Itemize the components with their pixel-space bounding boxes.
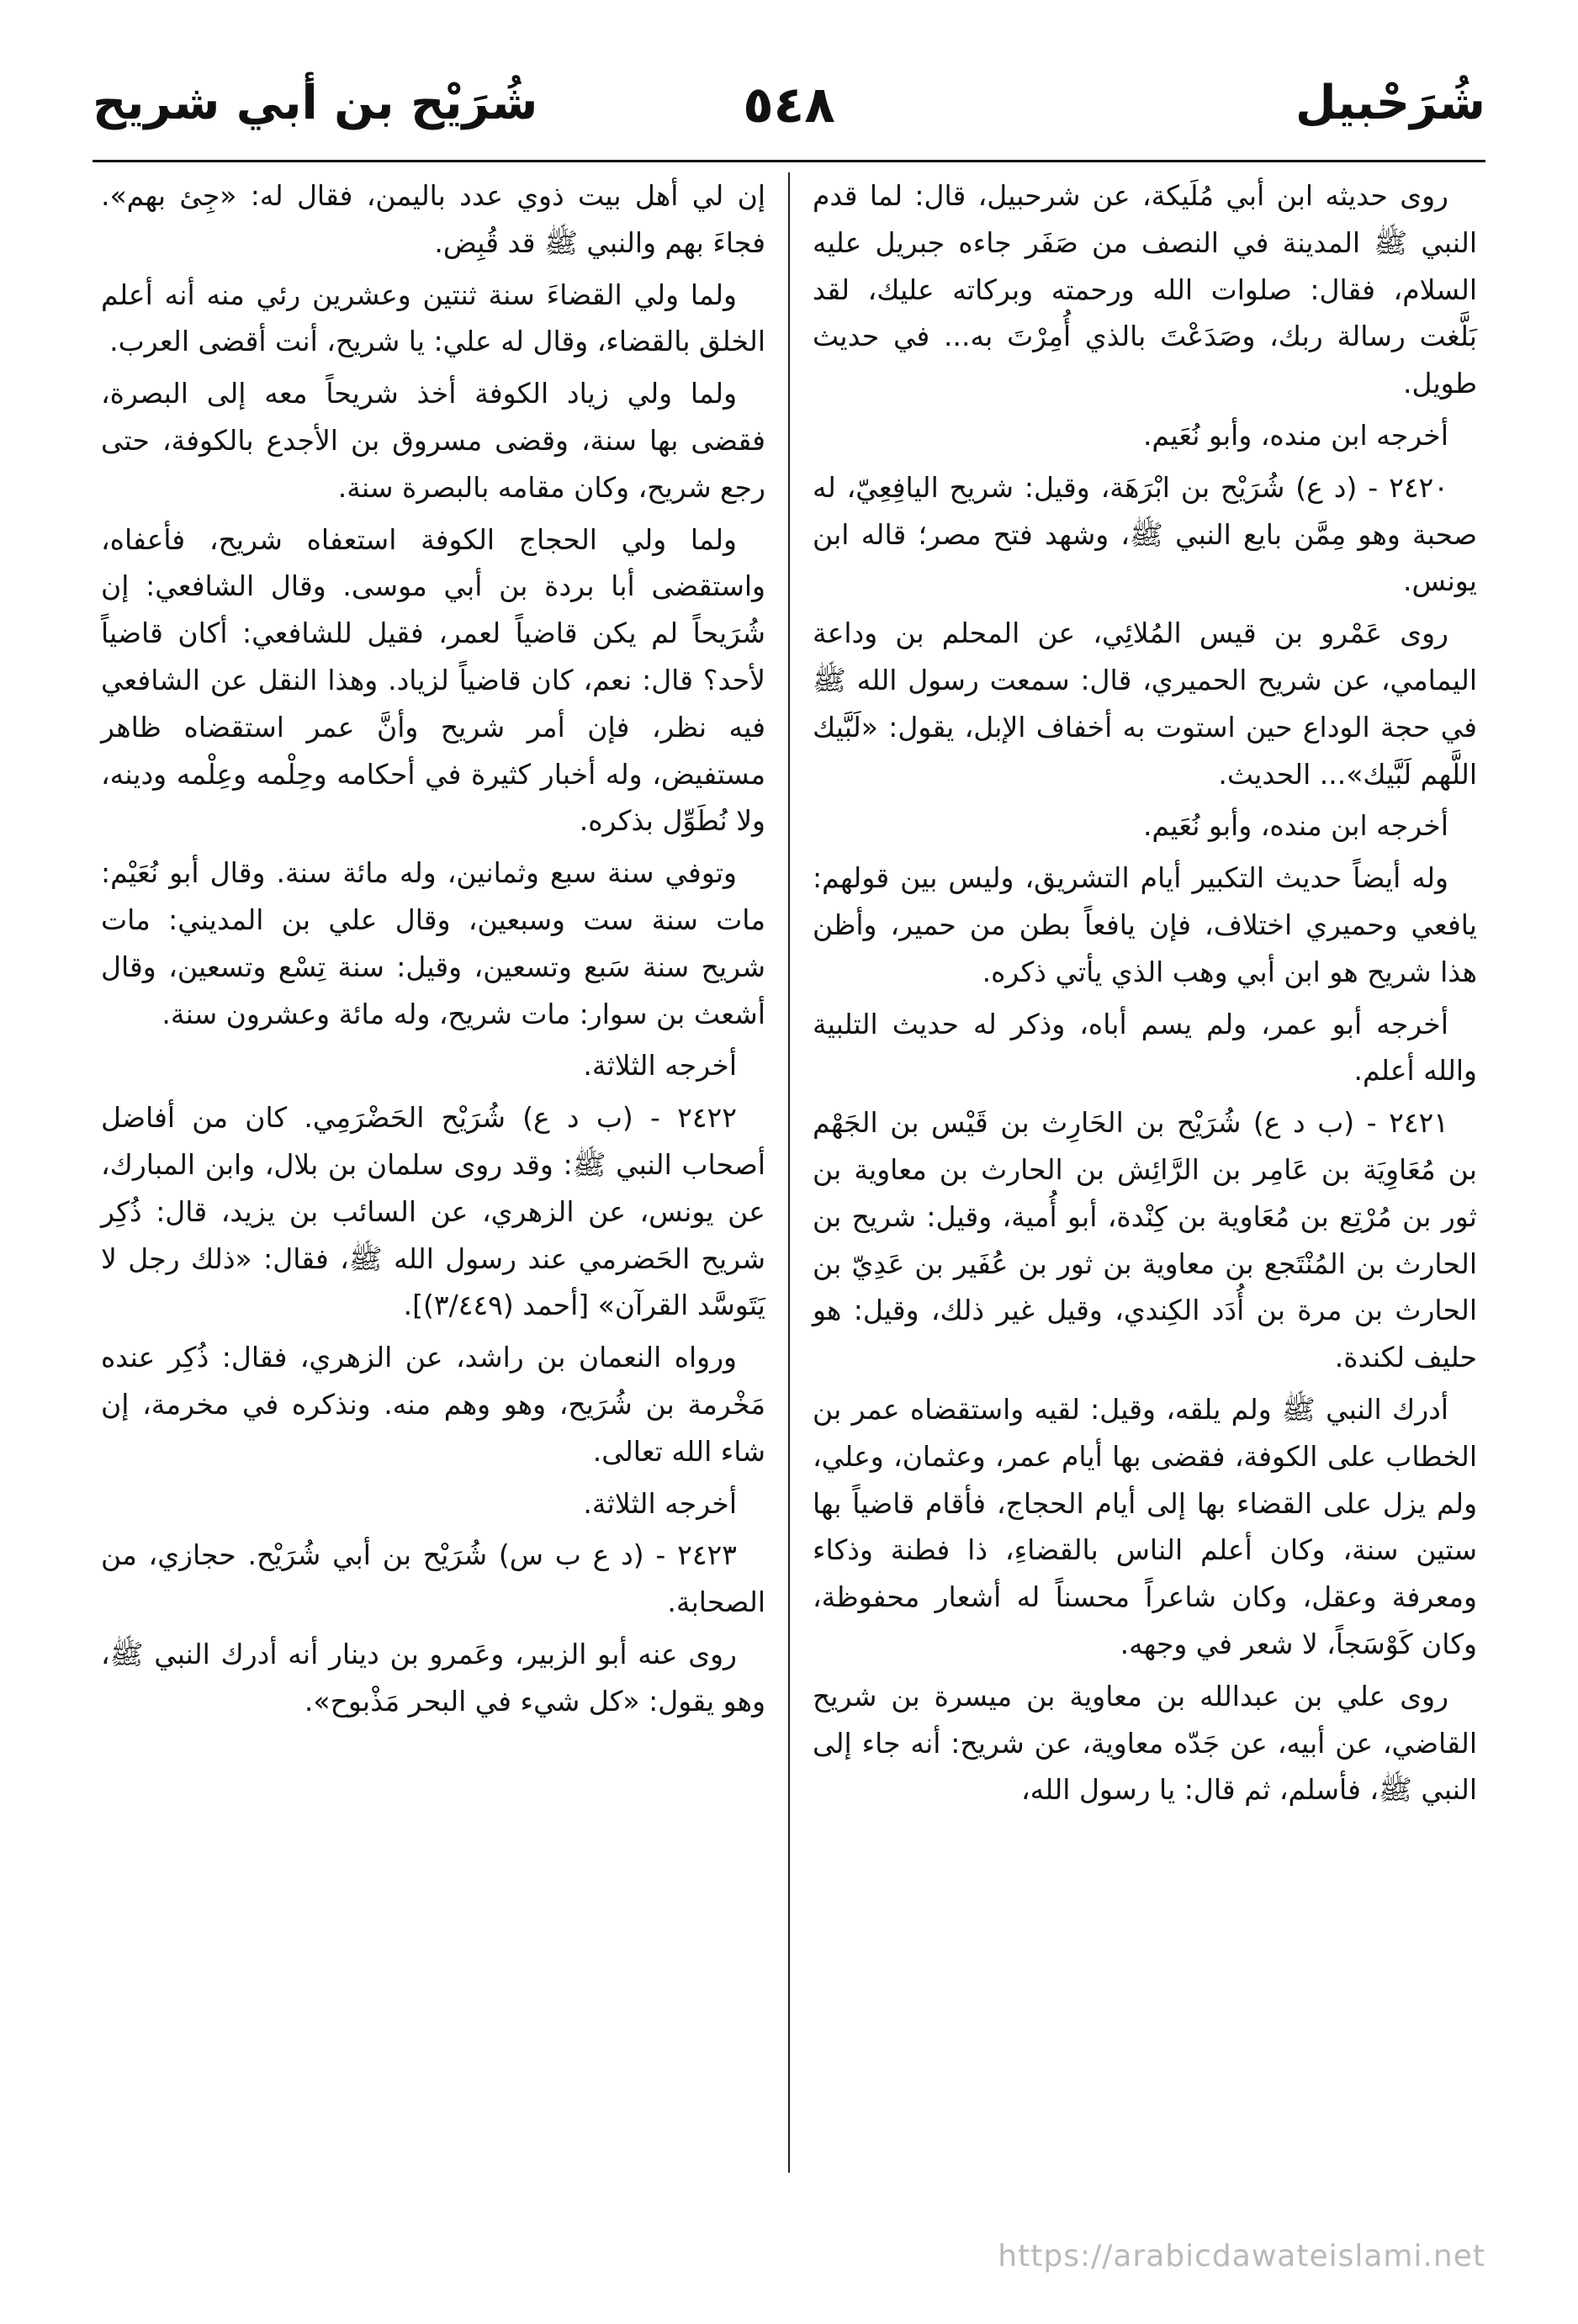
paragraph: ورواه النعمان بن راشد، عن الزهري، فقال: ذُكِر عنده مَخْرمة بن شُرَيح، وهو وهم منه. ونذكره في مخرمة، إن شاء الله تعالى. [101, 1341, 765, 1468]
paragraph: إن لي أهل بيت ذوي عدد باليمن، فقال له: «جِئ بهم». فجاءَ بهم والنبي ﷺ قد قُبِض. [101, 179, 765, 259]
page-number: ٥٤٨ [743, 76, 835, 135]
paragraph: أخرجه ابن منده، وأبو نُعَيم. [1142, 809, 1448, 843]
paragraph: أدرك النبي ﷺ ولم يلقه، وقيل: لقيه واستقضاه عمر بن الخطاب على الكوفة، فقضى بها أيام عمر، وعثمان، وعلي، ولم يزل على القضاء بها إلى أيام الحجاج، فأقام قاضياً بها ستين سنة، وكان أعلم الناس بالقضاءِ، ذا فطنة وذكاء ومعرفة وعقل، وكان شاعراً محسناً له أشعار محفوظة، وكان كَوْسَجاً، لا شعر في وجهه. [813, 1392, 1477, 1660]
running-head-left: شُرَيْح بن أبي شريح [93, 76, 538, 130]
watermark-url: https://arabicdawateislami.net [998, 2239, 1485, 2274]
paragraph: ولما ولي زياد الكوفة أخذ شريحاً معه إلى البصرة، فقضى بها سنة، وقضى مسروق بن الأجدع بالكوفة، حتى رجع شريح، وكان مقامه بالبصرة سنة. [101, 377, 765, 504]
paragraph: روى عَمْرو بن قيس المُلائِي، عن المحلم بن وداعة اليمامي، عن شريح الحميري، قال: سمعت رسول الله ﷺ في حجة الوداع حين استوت به أخفاف الإبل، يقول: «لَبَّيك اللَّهم لَبَّيك»... الحديث. [813, 617, 1477, 791]
paragraph: روى علي بن عبدالله بن معاوية بن ميسرة بن شريح القاضي، عن أبيه، عن جَدّه معاوية، عن شريح: أنه جاء إلى النبي ﷺ، فأسلم، ثم قال: يا رسول الله، [813, 1679, 1477, 1807]
paragraph: روى عنه أبو الزبير، وعَمرو بن دينار أنه أدرك النبي ﷺ، وهو يقول: «كل شيء في البحر مَذْبوح». [101, 1637, 765, 1718]
right-column [813, 172, 1477, 1818]
entry-2422: ٢٤٢٢ - (ب د ع) شُرَيْح الحَضْرَمِي. كان من أفاضل أصحاب النبي ﷺ: وقد روى سلمان بن بلال، وابن المبارك، عن يونس، عن الزهري، عن السائب بن يزيد، قال: ذُكِر شريح الحَضرمي عند رسول الله ﷺ، فقال: «ذلك رجل لا يَتَوسَّد القرآن» [أحمد (٣/٤٤٩)]. [101, 1101, 765, 1322]
paragraph: وتوفي سنة سبع وثمانين، وله مائة سنة. وقال أبو نُعَيْم: مات سنة ست وسبعين، وقال علي بن المديني: مات شريح سنة سَبع وتسعين، وقيل: سنة تِسْع وتسعين، وقال أشعث بن سوار: مات شريح، وله مائة وعشرون سنة. [101, 856, 765, 1030]
paragraph: أخرجه ابن منده، وأبو نُعَيم. [1142, 418, 1448, 452]
running-head-right: شُرَحْبيل [1295, 76, 1485, 130]
paragraph: وله أيضاً حديث التكبير أيام التشريق، وليس بين قولهم: يافعي وحميري اختلاف، فإن يافعاً بطن من حمير، وأظن هذا شريح هو ابن أبي وهب الذي يأتي ذكره. [813, 861, 1477, 988]
entry-2423: ٢٤٢٣ - (د ع ب س) شُرَيْح بن أبي شُرَيْح. حجازي، من الصحابة. [101, 1538, 765, 1619]
paragraph: أخرجه الثلاثة. [583, 1049, 737, 1083]
entry-2421: ٢٤٢١ - (ب د ع) شُرَيْح بن الحَارِث بن قَيْس بن الجَهْم بن مُعَاوِيَة بن عَامِر بن الرَّائِش بن الحارث بن معاوية بن ثور بن مُرْتِع بن مُعَاوية بن كِنْدة، أبو أُمية، وقيل: شريح بن الحارث بن المُنْتَجع بن معاوية بن ثور بن عُفَير بن عَدِيّ بن الحارث بن مرة بن أُدَد الكِندي، وقيل غير ذلك، وقيل: هو حليف لكندة. [813, 1106, 1477, 1374]
paragraph: أخرجه الثلاثة. [583, 1486, 737, 1520]
page-header [93, 59, 1485, 162]
paragraph: أخرجه أبو عمر، ولم يسم أباه، وذكر له حديث التلبية والله أعلم. [813, 1007, 1477, 1088]
paragraph: روى حديثه ابن أبي مُلَيكة، عن شرحبيل، قال: لما قدم النبي ﷺ المدينة في النصف من صَفَر جاءه جبريل عليه السلام، فقال: صلوات الله ورحمته وبركاته عليك، لقد بَلَّغت رسالة ربك، وصَدَعْتَ بالذي أُمِرْتَ به... في حديث طويل. [813, 179, 1477, 400]
entry-2420: ٢٤٢٠ - (د ع) شُرَيْح بن ابْرَهَة، وقيل: شريح اليافِعِيّ، له صحبة وهو مِمَّن بايع النبي ﷺ، وشهد فتح مصر؛ قاله ابن يونس. [813, 470, 1477, 598]
column-divider [788, 172, 790, 2173]
paragraph: ولما ولي القضاءَ سنة ثنتين وعشرين رئي منه أنه أعلم الخلق بالقضاء، وقال له علي: يا شريح، أنت أقضى العرب. [101, 278, 765, 358]
paragraph: ولما ولي الحجاج الكوفة استعفاه شريح، فأعفاه، واستقضى أبا بردة بن أبي موسى. وقال الشافعي: إن شُرَيحاً لم يكن قاضياً لعمر، فقيل للشافعي: أكان قاضياً لأحد؟ قال: نعم، كان قاضياً لزياد. وهذا النقل عن الشافعي فيه نظر، فإن أمر شريح وأنَّ عمر استقضاه ظاهر مستفيض، وله أخبار كثيرة في أحكامه وحِلْمه وعِلْمه ودينه، ولا نُطَوِّل بذكره. [101, 522, 765, 838]
left-column [101, 172, 765, 1730]
